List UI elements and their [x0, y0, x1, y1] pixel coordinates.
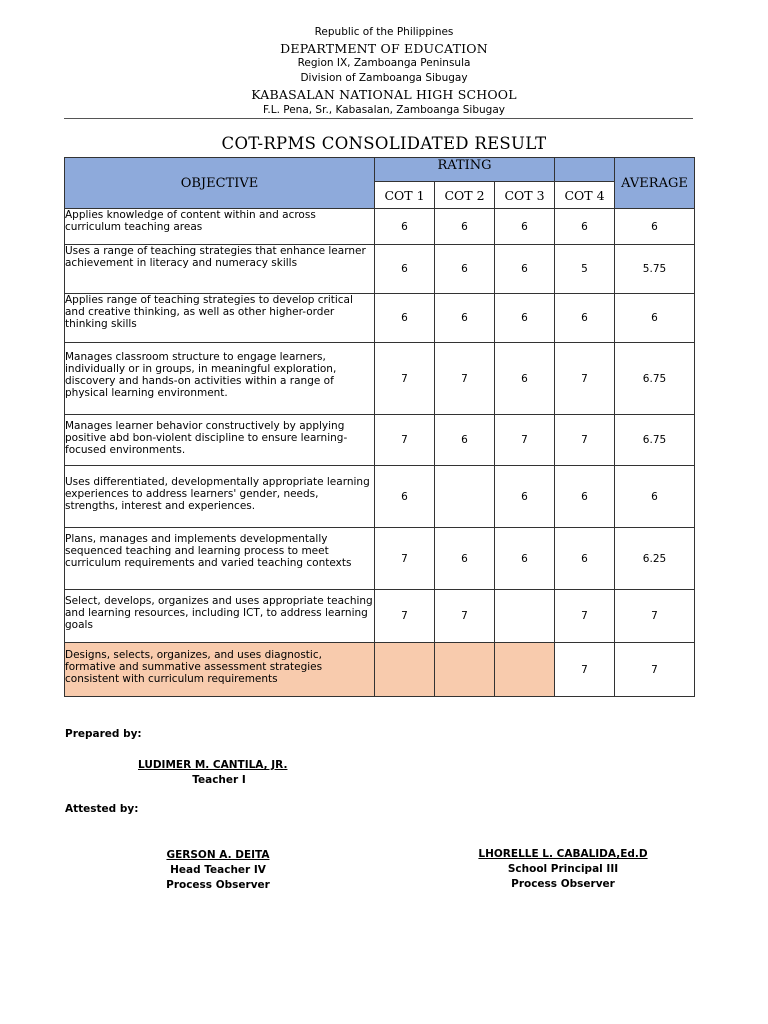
results-table: [64, 157, 695, 697]
cot2-value: 6: [435, 209, 495, 245]
header-average: AVERAGE: [615, 158, 695, 209]
table-row: [65, 209, 695, 245]
cot1-value: 6: [375, 209, 435, 245]
table-row: [65, 343, 695, 415]
prepared-name: LUDIMER M. CANTILA, JR.: [138, 759, 288, 771]
attested-left-role: Process Observer: [166, 879, 270, 891]
cot4-value: 7: [555, 343, 615, 415]
objective-text: Designs, selects, organizes, and uses diagnostic, formative and summative assessment strategies consistent with curriculum requirements: [65, 643, 375, 697]
attested-right-role: Process Observer: [511, 878, 615, 890]
prepared-position: Teacher I: [192, 774, 246, 786]
cot4-value: 6: [555, 528, 615, 590]
average-value: 6.75: [615, 343, 695, 415]
cot2-value: 6: [435, 245, 495, 294]
attested-left-position: Head Teacher IV: [170, 864, 266, 876]
cot4-value: 6: [555, 294, 615, 343]
header-school: KABASALAN NATIONAL HIGH SCHOOL: [251, 87, 517, 102]
table-row: [65, 294, 695, 343]
average-value: 6.75: [615, 415, 695, 466]
cot4-value: 6: [555, 209, 615, 245]
average-value: 7: [615, 590, 695, 643]
cot3-value: 6: [495, 294, 555, 343]
header-cot4: COT 4: [555, 182, 615, 209]
cot4-value: 5: [555, 245, 615, 294]
table-row: [65, 245, 695, 294]
cot3-value: 6: [495, 209, 555, 245]
average-value: 6: [615, 466, 695, 528]
header-division: Division of Zamboanga Sibugay: [300, 72, 468, 84]
cot4-value: 7: [555, 415, 615, 466]
cot1-value: [375, 643, 435, 697]
cot1-value: 6: [375, 466, 435, 528]
attested-label: Attested by:: [65, 803, 139, 815]
cot2-value: 7: [435, 590, 495, 643]
header-objective: OBJECTIVE: [65, 158, 375, 209]
table-row-highlighted: [65, 643, 695, 697]
attested-left-name: GERSON A. DEITA: [166, 849, 270, 861]
average-value: 6: [615, 294, 695, 343]
cot2-value: 6: [435, 415, 495, 466]
objective-text: Applies knowledge of content within and across curriculum teaching areas: [65, 209, 375, 245]
cot2-value: 7: [435, 343, 495, 415]
cot1-value: 7: [375, 415, 435, 466]
cot1-value: 6: [375, 245, 435, 294]
cot2-value: [435, 466, 495, 528]
table-row: [65, 466, 695, 528]
cot1-value: 7: [375, 343, 435, 415]
header-cot1: COT 1: [375, 182, 435, 209]
average-value: 7: [615, 643, 695, 697]
attested-right-name: LHORELLE L. CABALIDA,Ed.D: [478, 848, 648, 860]
header-divider: [64, 118, 693, 119]
cot1-value: 7: [375, 590, 435, 643]
average-value: 6: [615, 209, 695, 245]
header-blank-cell: [555, 158, 615, 182]
cot3-value: 6: [495, 528, 555, 590]
header-address: F.L. Pena, Sr., Kabasalan, Zamboanga Sibugay: [263, 104, 505, 116]
header-department: DEPARTMENT OF EDUCATION: [280, 41, 488, 56]
average-value: 5.75: [615, 245, 695, 294]
average-value: 6.25: [615, 528, 695, 590]
header-cot2: COT 2: [435, 182, 495, 209]
header-cot3: COT 3: [495, 182, 555, 209]
table-row: [65, 528, 695, 590]
cot2-value: 6: [435, 528, 495, 590]
cot3-value: 7: [495, 415, 555, 466]
objective-text: Select, develops, organizes and uses appropriate teaching and learning resources, including ICT, to address learning goals: [65, 590, 375, 643]
table-row: [65, 415, 695, 466]
objective-text: Manages learner behavior constructively by applying positive abd bon-violent discipline to ensure learning-focused environments.: [65, 415, 375, 466]
cot4-value: 6: [555, 466, 615, 528]
cot1-value: 7: [375, 528, 435, 590]
cot3-value: 6: [495, 466, 555, 528]
header-republic: Republic of the Philippines: [314, 26, 454, 38]
objective-text: Applies range of teaching strategies to develop critical and creative thinking, as well as other higher-order thinking skills: [65, 294, 375, 343]
table-row: [65, 590, 695, 643]
objective-text: Manages classroom structure to engage learners, individually or in groups, in meaningful exploration, discovery and hands-on activities within a range of physical learning environment.: [65, 343, 375, 415]
header-region: Region IX, Zamboanga Peninsula: [297, 57, 471, 69]
cot4-value: 7: [555, 590, 615, 643]
page-title: COT-RPMS CONSOLIDATED RESULT: [221, 134, 547, 153]
cot4-value: 7: [555, 643, 615, 697]
cot1-value: 6: [375, 294, 435, 343]
cot2-value: [435, 643, 495, 697]
cot3-value: 6: [495, 343, 555, 415]
header-rating: RATING: [375, 158, 555, 182]
cot2-value: 6: [435, 294, 495, 343]
cot3-value: 6: [495, 245, 555, 294]
cot3-value: [495, 643, 555, 697]
objective-text: Uses differentiated, developmentally appropriate learning experiences to address learners' gender, needs, strengths, interest and experiences.: [65, 466, 375, 528]
attested-right-position: School Principal III: [507, 863, 619, 875]
prepared-label: Prepared by:: [65, 728, 142, 740]
objective-text: Uses a range of teaching strategies that enhance learner achievement in literacy and numeracy skills: [65, 245, 375, 294]
cot3-value: [495, 590, 555, 643]
objective-text: Plans, manages and implements developmentally sequenced teaching and learning process to meet curriculum requirements and varied teaching contexts: [65, 528, 375, 590]
